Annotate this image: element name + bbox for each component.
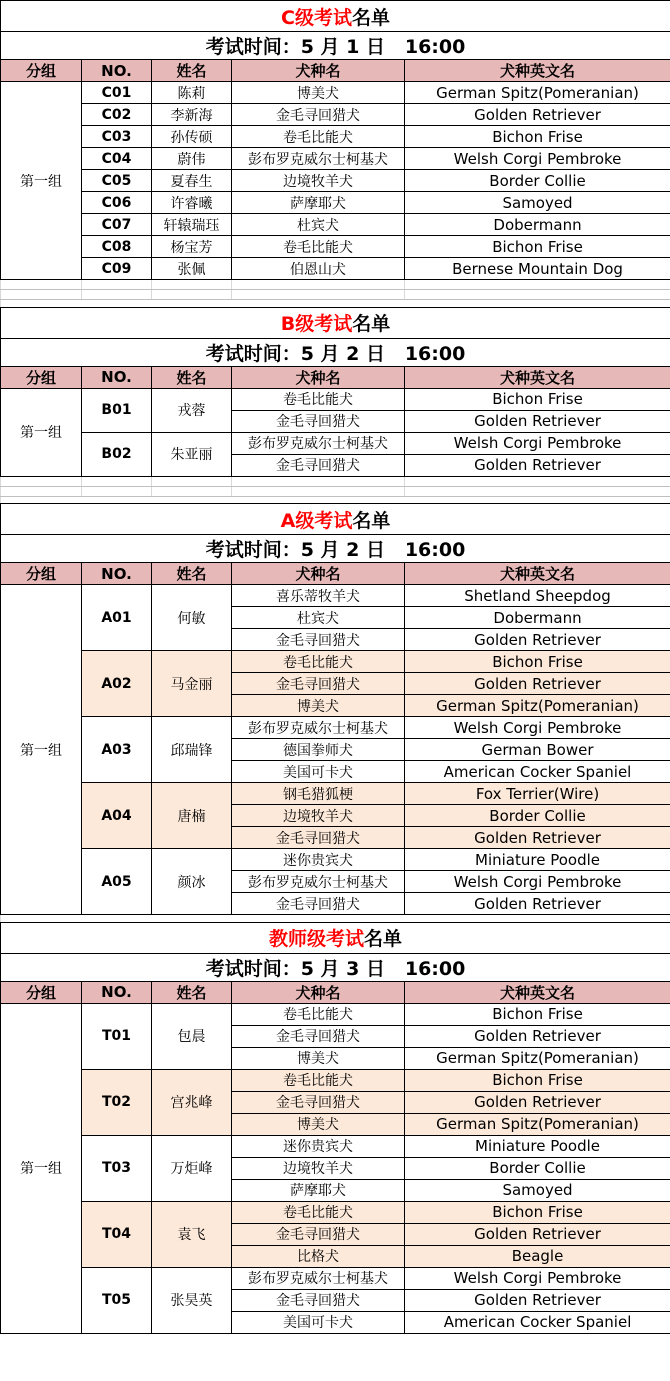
breed-cn: 彭布罗克威尔士柯基犬	[232, 871, 405, 893]
breed-cn: 钢毛猎狐梗	[232, 783, 405, 805]
gap-cell	[82, 915, 152, 922]
breed-cn: 博美犬	[232, 695, 405, 717]
breed-en: Beagle	[405, 1245, 670, 1267]
table-row	[1, 1267, 670, 1289]
candidate-no: A01	[82, 585, 152, 651]
breed-cn: 金毛寻回猎犬	[232, 454, 405, 476]
breed-en: Golden Retriever	[405, 673, 670, 695]
breed-cn: 杜宾犬	[232, 607, 405, 629]
breed-en: Welsh Corgi Pembroke	[405, 432, 670, 454]
breed-en: Golden Retriever	[405, 410, 670, 432]
breed-cn: 彭布罗克威尔士柯基犬	[232, 148, 405, 170]
breed-en: Samoyed	[405, 192, 670, 214]
blank-cell	[82, 280, 152, 290]
blank-cell	[152, 476, 232, 486]
candidate-name: 唐楠	[152, 783, 232, 849]
breed-cn: 德国拳师犬	[232, 739, 405, 761]
breed-en: German Spitz(Pomeranian)	[405, 1113, 670, 1135]
candidate-no: C08	[82, 236, 152, 258]
gap-cell	[152, 915, 232, 922]
header-no: NO.	[82, 60, 152, 82]
breed-cn: 喜乐蒂牧羊犬	[232, 585, 405, 607]
candidate-name: 夏春生	[152, 170, 232, 192]
exam-section-table	[0, 503, 670, 922]
group-cell: 第一组	[1, 82, 82, 280]
blank-cell	[152, 290, 232, 300]
header-group: 分组	[1, 563, 82, 585]
blank-cell	[405, 486, 670, 496]
gap-cell	[1, 496, 82, 503]
blank-cell	[1, 476, 82, 486]
candidate-name: 孙传硕	[152, 126, 232, 148]
blank-cell	[152, 486, 232, 496]
table-row	[1, 717, 670, 739]
table-row	[1, 1135, 670, 1157]
table-row	[1, 104, 670, 126]
breed-en: Golden Retriever	[405, 1223, 670, 1245]
breed-cn: 美国可卡犬	[232, 1311, 405, 1333]
candidate-no: C07	[82, 214, 152, 236]
exam-section-table	[0, 307, 670, 504]
exam-time: 考试时间：5 月 2 日 16:00	[1, 535, 670, 563]
candidate-no: C02	[82, 104, 152, 126]
candidate-name: 马金丽	[152, 651, 232, 717]
breed-en: Bernese Mountain Dog	[405, 258, 670, 280]
breed-cn: 金毛寻回猎犬	[232, 629, 405, 651]
header-breed-cn: 犬种名	[232, 366, 405, 388]
table-row	[1, 192, 670, 214]
breed-cn: 金毛寻回猎犬	[232, 1091, 405, 1113]
header-group: 分组	[1, 366, 82, 388]
candidate-no: A02	[82, 651, 152, 717]
blank-cell	[232, 280, 405, 290]
breed-cn: 金毛寻回猎犬	[232, 104, 405, 126]
header-breed-cn: 犬种名	[232, 563, 405, 585]
candidate-name: 李新海	[152, 104, 232, 126]
gap-cell	[152, 496, 232, 503]
breed-cn: 杜宾犬	[232, 214, 405, 236]
candidate-no: T02	[82, 1069, 152, 1135]
breed-en: Bichon Frise	[405, 651, 670, 673]
group-cell: 第一组	[1, 1003, 82, 1333]
header-no: NO.	[82, 981, 152, 1003]
blank-cell	[405, 290, 670, 300]
section-title	[1, 504, 670, 535]
breed-en: Golden Retriever	[405, 1025, 670, 1047]
candidate-no: B02	[82, 432, 152, 476]
breed-cn: 边境牧羊犬	[232, 805, 405, 827]
breed-en: Bichon Frise	[405, 388, 670, 410]
group-cell: 第一组	[1, 388, 82, 476]
breed-cn: 卷毛比能犬	[232, 126, 405, 148]
candidate-name: 蔚伟	[152, 148, 232, 170]
breed-cn: 彭布罗克威尔士柯基犬	[232, 717, 405, 739]
candidate-name: 朱亚丽	[152, 432, 232, 476]
breed-en: Golden Retriever	[405, 1091, 670, 1113]
candidate-no: C01	[82, 82, 152, 104]
breed-cn: 彭布罗克威尔士柯基犬	[232, 432, 405, 454]
header-no: NO.	[82, 366, 152, 388]
section-title	[1, 307, 670, 338]
table-row	[1, 585, 670, 607]
gap-cell	[82, 496, 152, 503]
table-row	[1, 1069, 670, 1091]
blank-cell	[232, 486, 405, 496]
breed-en: Welsh Corgi Pembroke	[405, 148, 670, 170]
exam-section-table	[0, 0, 670, 307]
header-breed-cn: 犬种名	[232, 981, 405, 1003]
candidate-no: T05	[82, 1267, 152, 1333]
section-title-suffix: 名单	[351, 6, 390, 29]
table-row	[1, 170, 670, 192]
breed-cn: 迷你贵宾犬	[232, 1135, 405, 1157]
header-breed-en: 犬种英文名	[405, 60, 670, 82]
candidate-name: 万炬峰	[152, 1135, 232, 1201]
gap-cell	[232, 496, 405, 503]
section-title-suffix: 名单	[352, 509, 391, 532]
candidate-name: 杨宝芳	[152, 236, 232, 258]
blank-cell	[405, 280, 670, 290]
candidate-no: A04	[82, 783, 152, 849]
blank-cell	[1, 280, 82, 290]
breed-en: American Cocker Spaniel	[405, 1311, 670, 1333]
candidate-no: C05	[82, 170, 152, 192]
header-name: 姓名	[152, 981, 232, 1003]
blank-cell	[82, 476, 152, 486]
breed-cn: 卷毛比能犬	[232, 236, 405, 258]
candidate-name: 邱瑞锋	[152, 717, 232, 783]
table-row	[1, 783, 670, 805]
candidate-no: C04	[82, 148, 152, 170]
candidate-no: C09	[82, 258, 152, 280]
candidate-name: 何敏	[152, 585, 232, 651]
header-breed-en: 犬种英文名	[405, 981, 670, 1003]
table-row	[1, 388, 670, 410]
exam-section-table	[0, 922, 670, 1334]
breed-cn: 金毛寻回猎犬	[232, 827, 405, 849]
table-row	[1, 1003, 670, 1025]
breed-cn: 比格犬	[232, 1245, 405, 1267]
candidate-name: 轩辕瑞珏	[152, 214, 232, 236]
breed-cn: 萨摩耶犬	[232, 192, 405, 214]
breed-en: Shetland Sheepdog	[405, 585, 670, 607]
header-breed-en: 犬种英文名	[405, 366, 670, 388]
breed-en: Golden Retriever	[405, 454, 670, 476]
header-breed-cn: 犬种名	[232, 60, 405, 82]
blank-cell	[152, 280, 232, 290]
breed-en: Dobermann	[405, 214, 670, 236]
blank-cell	[1, 290, 82, 300]
breed-en: Samoyed	[405, 1179, 670, 1201]
candidate-name: 陈莉	[152, 82, 232, 104]
candidate-no: A05	[82, 849, 152, 915]
gap-cell	[152, 300, 232, 307]
section-title-level: B级考试	[280, 313, 353, 335]
breed-cn: 迷你贵宾犬	[232, 849, 405, 871]
candidate-name: 袁飞	[152, 1201, 232, 1267]
breed-cn: 卷毛比能犬	[232, 1201, 405, 1223]
breed-en: Bichon Frise	[405, 1069, 670, 1091]
header-name: 姓名	[152, 366, 232, 388]
candidate-no: T01	[82, 1003, 152, 1069]
breed-cn: 金毛寻回猎犬	[232, 1289, 405, 1311]
candidate-name: 戎蓉	[152, 388, 232, 432]
header-breed-en: 犬种英文名	[405, 563, 670, 585]
breed-cn: 彭布罗克威尔士柯基犬	[232, 1267, 405, 1289]
section-title-suffix: 名单	[364, 928, 403, 950]
gap-cell	[232, 915, 405, 922]
breed-cn: 金毛寻回猎犬	[232, 893, 405, 915]
gap-cell	[405, 496, 670, 503]
breed-en: Golden Retriever	[405, 104, 670, 126]
table-row	[1, 1201, 670, 1223]
candidate-no: C03	[82, 126, 152, 148]
breed-cn: 卷毛比能犬	[232, 1003, 405, 1025]
candidate-no: B01	[82, 388, 152, 432]
table-row	[1, 126, 670, 148]
candidate-no: A03	[82, 717, 152, 783]
breed-en: Miniature Poodle	[405, 849, 670, 871]
section-title	[1, 922, 670, 953]
gap-cell	[405, 915, 670, 922]
table-row	[1, 236, 670, 258]
breed-en: German Spitz(Pomeranian)	[405, 82, 670, 104]
section-title-level: 教师级考试	[269, 928, 365, 950]
breed-cn: 卷毛比能犬	[232, 651, 405, 673]
breed-cn: 金毛寻回猎犬	[232, 1223, 405, 1245]
table-row	[1, 651, 670, 673]
breed-en: Bichon Frise	[405, 126, 670, 148]
gap-cell	[1, 915, 82, 922]
breed-en: Bichon Frise	[405, 1201, 670, 1223]
header-name: 姓名	[152, 60, 232, 82]
candidate-no: T03	[82, 1135, 152, 1201]
candidate-name: 宫兆峰	[152, 1069, 232, 1135]
table-row	[1, 849, 670, 871]
candidate-no: C06	[82, 192, 152, 214]
header-no: NO.	[82, 563, 152, 585]
breed-en: Golden Retriever	[405, 827, 670, 849]
breed-cn: 博美犬	[232, 82, 405, 104]
candidate-name: 张昊英	[152, 1267, 232, 1333]
header-group: 分组	[1, 60, 82, 82]
breed-cn: 金毛寻回猎犬	[232, 1025, 405, 1047]
breed-en: German Spitz(Pomeranian)	[405, 1047, 670, 1069]
table-row	[1, 82, 670, 104]
breed-en: Border Collie	[405, 1157, 670, 1179]
blank-cell	[232, 290, 405, 300]
breed-en: Welsh Corgi Pembroke	[405, 1267, 670, 1289]
candidate-name: 许睿曦	[152, 192, 232, 214]
table-row	[1, 258, 670, 280]
gap-cell	[232, 300, 405, 307]
section-title-suffix: 名单	[352, 313, 391, 335]
group-cell: 第一组	[1, 585, 82, 915]
breed-cn: 萨摩耶犬	[232, 1179, 405, 1201]
candidate-name: 包晨	[152, 1003, 232, 1069]
breed-cn: 美国可卡犬	[232, 761, 405, 783]
breed-en: Miniature Poodle	[405, 1135, 670, 1157]
table-row	[1, 432, 670, 454]
breed-en: Golden Retriever	[405, 629, 670, 651]
breed-en: Bichon Frise	[405, 236, 670, 258]
breed-en: Golden Retriever	[405, 1289, 670, 1311]
breed-en: American Cocker Spaniel	[405, 761, 670, 783]
blank-cell	[405, 476, 670, 486]
breed-cn: 卷毛比能犬	[232, 1069, 405, 1091]
breed-cn: 边境牧羊犬	[232, 1157, 405, 1179]
candidate-name: 颜冰	[152, 849, 232, 915]
breed-en: Golden Retriever	[405, 893, 670, 915]
gap-cell	[82, 300, 152, 307]
breed-en: Welsh Corgi Pembroke	[405, 871, 670, 893]
breed-en: Welsh Corgi Pembroke	[405, 717, 670, 739]
header-group: 分组	[1, 981, 82, 1003]
candidate-name: 张佩	[152, 258, 232, 280]
table-row	[1, 214, 670, 236]
breed-en: Border Collie	[405, 170, 670, 192]
header-name: 姓名	[152, 563, 232, 585]
blank-cell	[82, 486, 152, 496]
breed-en: German Bower	[405, 739, 670, 761]
section-title-level: C级考试	[281, 6, 352, 29]
gap-cell	[405, 300, 670, 307]
table-row	[1, 148, 670, 170]
blank-cell	[1, 486, 82, 496]
breed-en: German Spitz(Pomeranian)	[405, 695, 670, 717]
breed-cn: 博美犬	[232, 1047, 405, 1069]
section-title	[1, 1, 670, 32]
exam-time: 考试时间：5 月 3 日 16:00	[1, 953, 670, 981]
breed-cn: 卷毛比能犬	[232, 388, 405, 410]
breed-cn: 博美犬	[232, 1113, 405, 1135]
breed-en: Bichon Frise	[405, 1003, 670, 1025]
breed-en: Fox Terrier(Wire)	[405, 783, 670, 805]
exam-time: 考试时间：5 月 2 日 16:00	[1, 338, 670, 366]
breed-cn: 伯恩山犬	[232, 258, 405, 280]
section-title-level: A级考试	[280, 509, 353, 532]
exam-time: 考试时间：5 月 1 日 16:00	[1, 32, 670, 60]
breed-cn: 边境牧羊犬	[232, 170, 405, 192]
blank-cell	[82, 290, 152, 300]
breed-cn: 金毛寻回猎犬	[232, 410, 405, 432]
breed-cn: 金毛寻回猎犬	[232, 673, 405, 695]
blank-cell	[232, 476, 405, 486]
breed-en: Border Collie	[405, 805, 670, 827]
gap-cell	[1, 300, 82, 307]
breed-en: Dobermann	[405, 607, 670, 629]
candidate-no: T04	[82, 1201, 152, 1267]
